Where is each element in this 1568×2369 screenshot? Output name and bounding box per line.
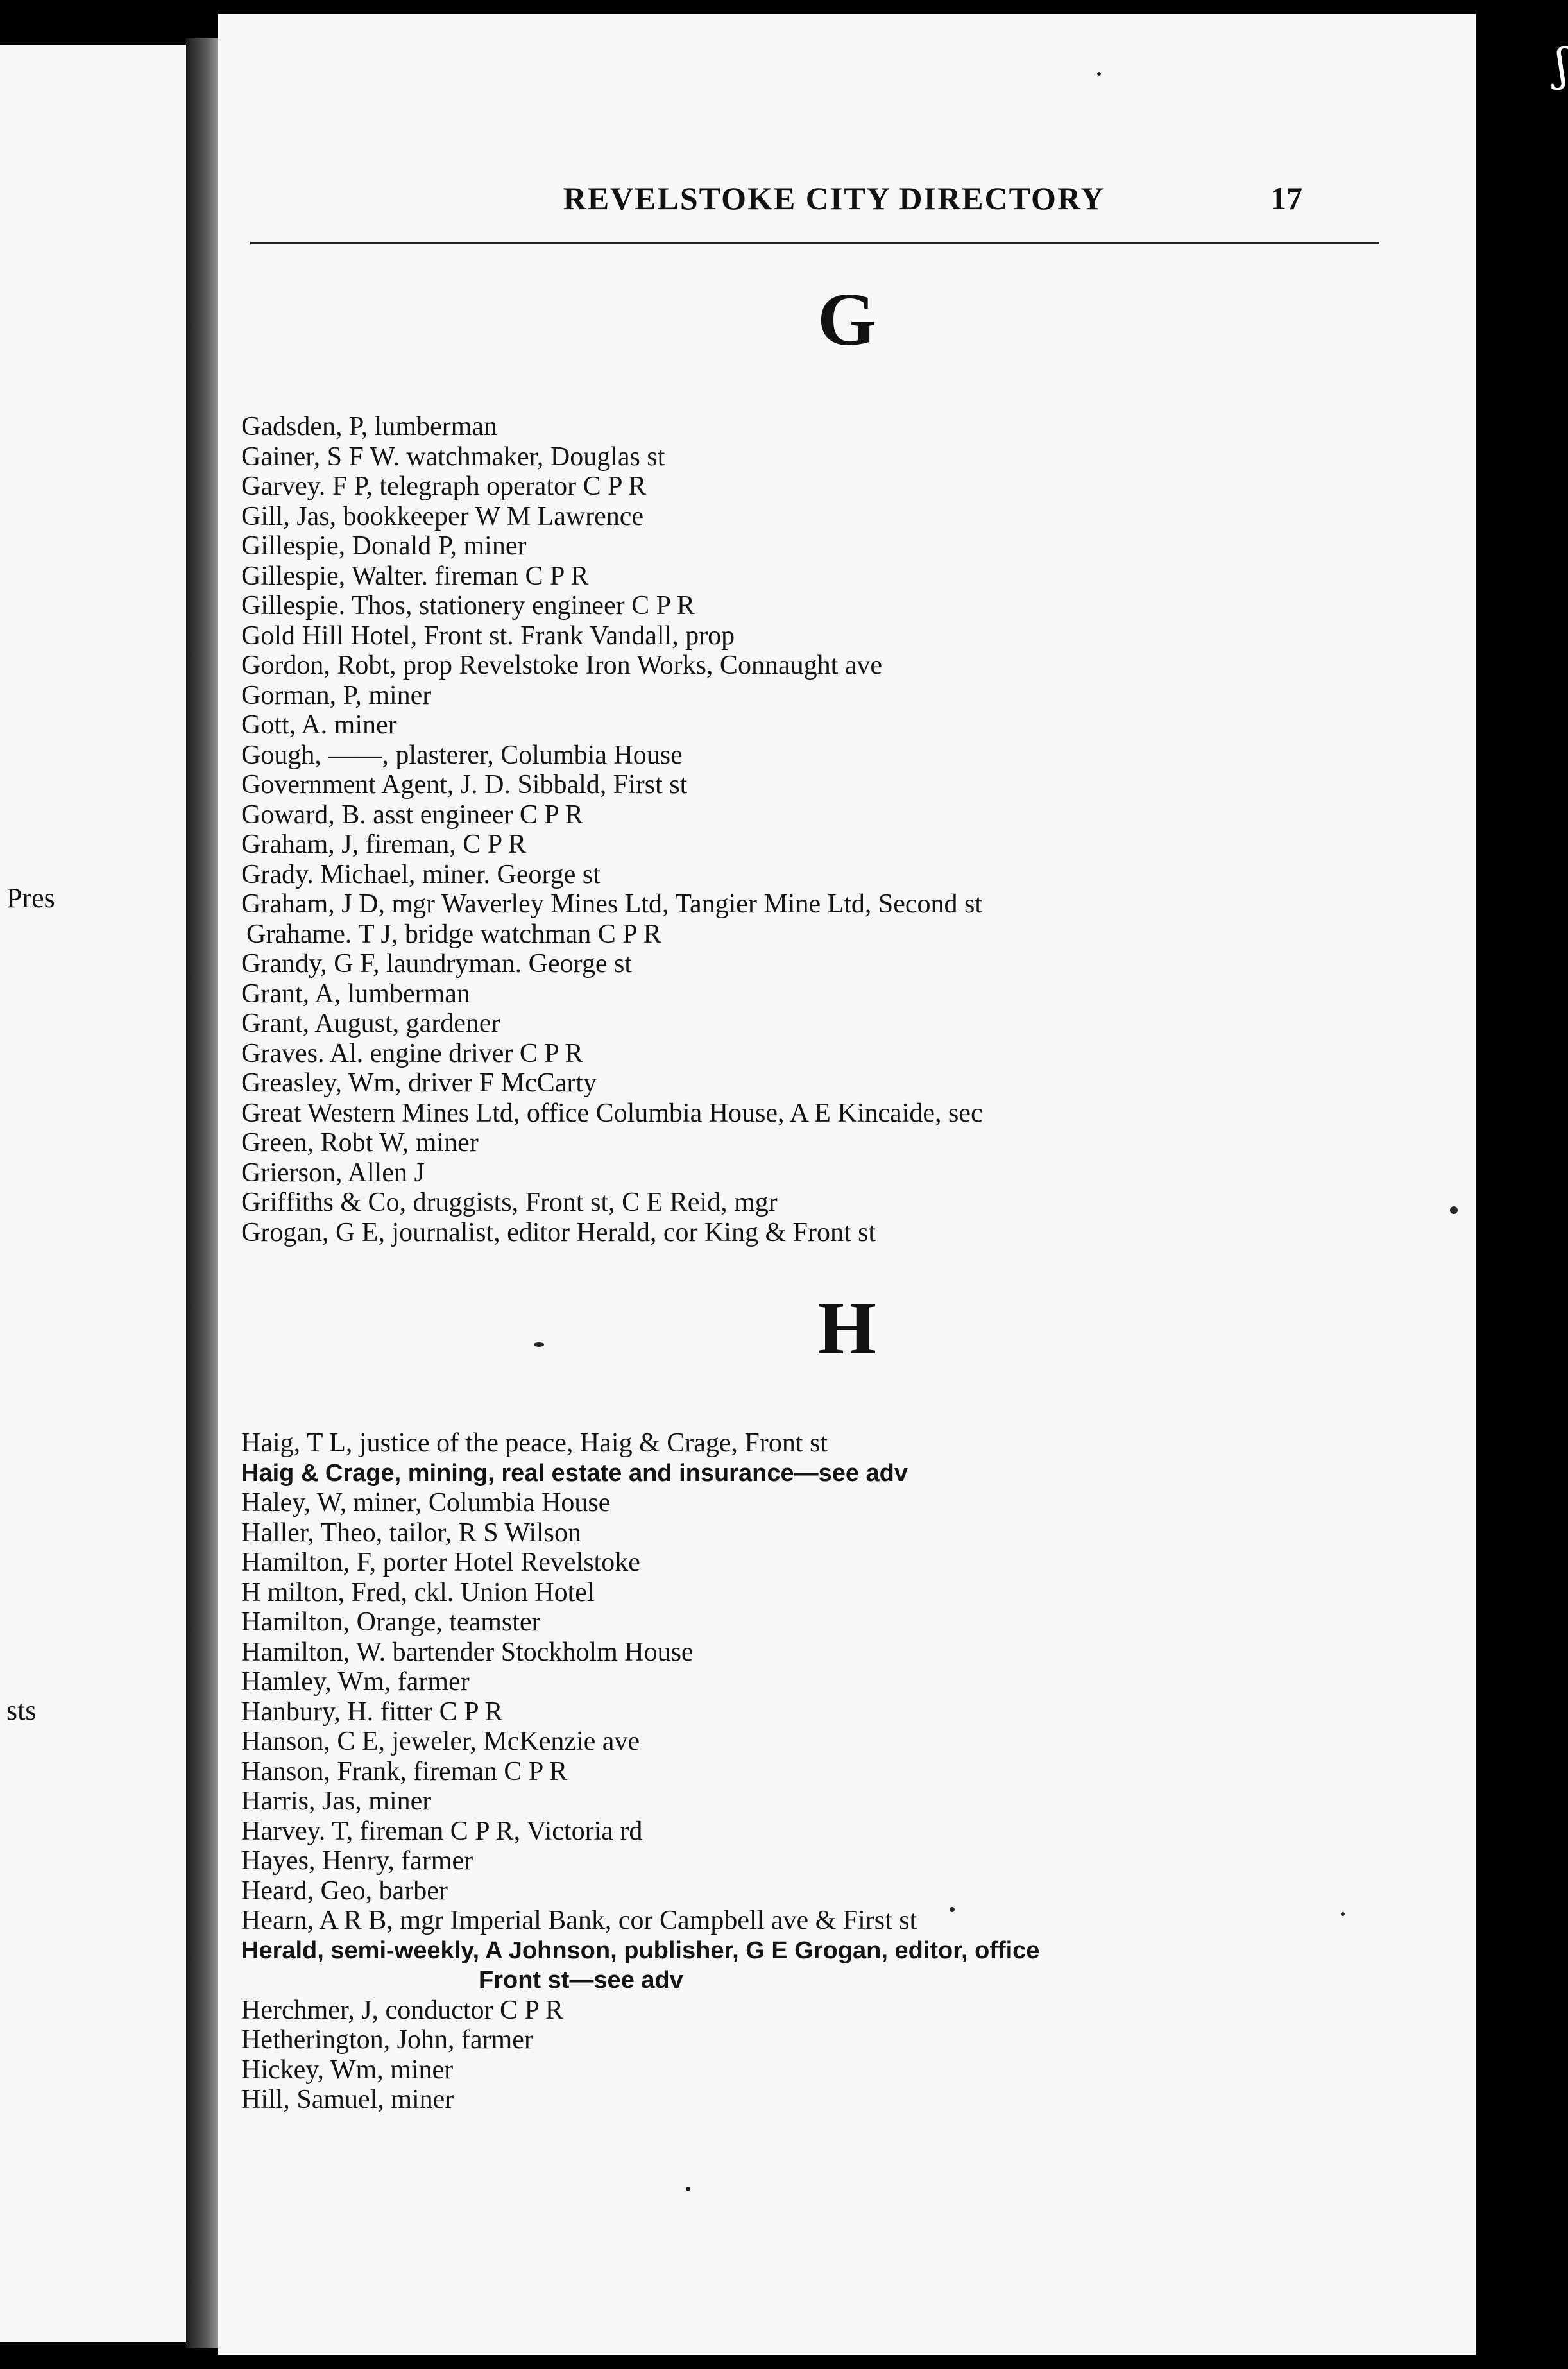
left-page-text-fragment: sts	[6, 1695, 37, 1726]
directory-entry: Gillespie, Donald P, miner	[241, 531, 527, 561]
directory-entry: H milton, Fred, ckl. Union Hotel	[241, 1577, 595, 1607]
directory-entry: Grady. Michael, miner. George st	[241, 859, 601, 889]
directory-entry: Gott, A. miner	[241, 710, 397, 740]
directory-entry: Gold Hill Hotel, Front st. Frank Vandall, prop	[241, 620, 735, 651]
directory-entry: Hickey, Wm, miner	[241, 2055, 454, 2085]
section-g-entries	[241, 412, 983, 1247]
directory-entry: Hamilton, W. bartender Stockholm House	[241, 1637, 694, 1667]
directory-entry: Haley, W, miner, Columbia House	[241, 1488, 611, 1518]
directory-entry: Hearn, A R B, mgr Imperial Bank, cor Campbell ave & First st	[241, 1906, 917, 1935]
directory-entry: Green, Robt W, miner	[241, 1128, 479, 1158]
directory-entry: Haller, Theo, tailor, R S Wilson	[241, 1518, 582, 1548]
page-number: 17	[1270, 180, 1302, 216]
section-heading-g: G	[817, 277, 876, 361]
dust-speck	[1450, 1206, 1458, 1214]
directory-entry: Grandy, G F, laundryman. George st	[241, 949, 633, 979]
section-h-entries	[241, 1428, 1039, 2115]
dust-speck	[1341, 1912, 1345, 1916]
corner-pencil-mark: ʃ	[1555, 38, 1568, 91]
directory-entry: Gough, ——, plasterer, Columbia House	[241, 740, 683, 770]
directory-entry: Greasley, Wm, driver F McCarty	[241, 1068, 597, 1098]
directory-entry: Graves. Al. engine driver C P R	[241, 1038, 583, 1068]
directory-entry: Grahame. T J, bridge watchman C P R	[246, 919, 661, 949]
directory-entry: Heard, Geo, barber	[241, 1876, 448, 1906]
directory-entry: Hayes, Henry, farmer	[241, 1846, 473, 1876]
left-page-text-fragment: Pres	[6, 882, 55, 914]
directory-entry: Harvey. T, fireman C P R, Victoria rd	[241, 1816, 643, 1846]
directory-entry: Graham, J, fireman, C P R	[241, 830, 527, 859]
directory-entry: Haig, T L, justice of the peace, Haig & Crage, Front st	[241, 1428, 828, 1458]
directory-entry: Harris, Jas, miner	[241, 1786, 432, 1816]
directory-entry: Garvey. F P, telegraph operator C P R	[241, 472, 647, 501]
directory-entry: Great Western Mines Ltd, office Columbia House, A E Kincaide, sec	[241, 1098, 983, 1128]
directory-entry-continuation: Front st—see adv	[479, 1967, 683, 1994]
directory-entry: Gorman, P, miner	[241, 680, 432, 710]
directory-entry: Grogan, G E, journalist, editor Herald, cor King & Front st	[241, 1217, 876, 1247]
directory-entry: Hanson, Frank, fireman C P R	[241, 1756, 568, 1786]
directory-entry: Goward, B. asst engineer C P R	[241, 800, 583, 830]
directory-entry: Hamilton, F, porter Hotel Revelstoke	[241, 1548, 640, 1577]
directory-entry-advertiser: Haig & Crage, mining, real estate and insurance—see adv	[241, 1459, 908, 1487]
page-title: REVELSTOKE CITY DIRECTORY	[563, 180, 1105, 216]
directory-entry: Gill, Jas, bookkeeper W M Lawrence	[241, 501, 644, 531]
directory-entry: Gillespie. Thos, stationery engineer C P R	[241, 591, 695, 620]
directory-entry: Hamilton, Orange, teamster	[241, 1607, 541, 1637]
dust-speck	[686, 2187, 690, 2191]
directory-entry: Gordon, Robt, prop Revelstoke Iron Works, Connaught ave	[241, 651, 883, 680]
directory-entry: Hanson, C E, jeweler, McKenzie ave	[241, 1727, 640, 1756]
directory-entry: Gillespie, Walter. fireman C P R	[241, 561, 589, 591]
directory-entry: Gainer, S F W. watchmaker, Douglas st	[241, 441, 665, 472]
section-heading-h: H	[817, 1286, 876, 1370]
directory-entry: Hetherington, John, farmer	[241, 2025, 533, 2055]
directory-entry: Grant, A, lumberman	[241, 979, 470, 1009]
directory-entry: Graham, J D, mgr Waverley Mines Ltd, Tangier Mine Ltd, Second st	[241, 889, 983, 919]
directory-entry: Hanbury, H. fitter C P R	[241, 1697, 503, 1727]
directory-entry: Herchmer, J, conductor C P R	[241, 1995, 563, 2025]
directory-entry-advertiser: Herald, semi-weekly, A Johnson, publisher, G E Grogan, editor, office	[241, 1937, 1040, 1964]
header-rule	[250, 242, 1379, 244]
directory-entry: Griffiths & Co, druggists, Front st, C E Reid, mgr	[241, 1188, 778, 1217]
dust-speck	[950, 1907, 955, 1912]
directory-entry: Hamley, Wm, farmer	[241, 1667, 470, 1697]
directory-entry: Grierson, Allen J	[241, 1158, 425, 1188]
directory-entry: Government Agent, J. D. Sibbald, First st	[241, 770, 688, 800]
directory-page	[218, 14, 1476, 2355]
dust-speck	[534, 1342, 544, 1347]
dust-speck	[1097, 72, 1101, 76]
directory-entry: Grant, August, gardener	[241, 1009, 500, 1038]
left-page-fragment	[0, 45, 200, 2342]
directory-entry: Hill, Samuel, miner	[241, 2085, 454, 2114]
directory-entry: Gadsden, P, lumberman	[241, 412, 497, 441]
